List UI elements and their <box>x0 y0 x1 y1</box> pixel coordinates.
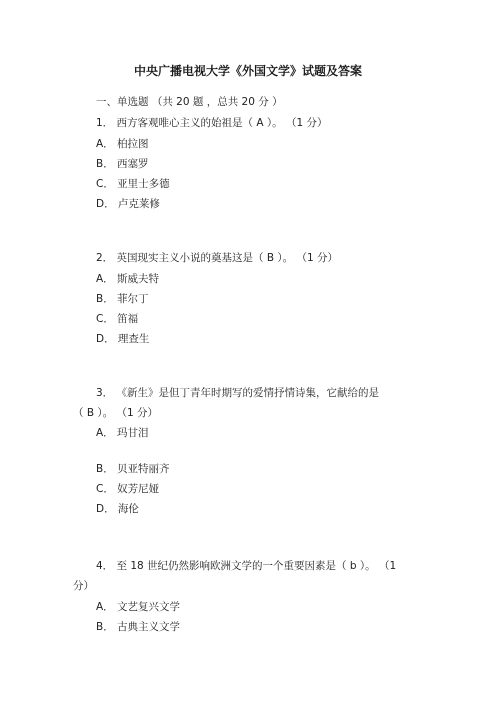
question-3-option-a: A． 玛甘泪 <box>96 427 149 439</box>
question-4-stem: 4． 至 18 世纪仍然影响欧洲文学的一个重要因素是（ b ）。 （1 <box>96 560 397 572</box>
document-title: 中央广播电视大学《外国文学》试题及答案 <box>133 64 362 78</box>
question-4-option-a: A． 文艺复兴文学 <box>96 601 181 613</box>
question-3-option-d: D． 海伦 <box>96 503 139 515</box>
question-3-option-c: C． 奴芳尼娅 <box>96 483 160 495</box>
question-1-option-a: A． 柏拉图 <box>96 138 149 150</box>
question-1-option-d: D． 卢克莱修 <box>96 198 160 210</box>
question-3-option-b: B． 贝亚特丽齐 <box>96 463 170 475</box>
question-4-stem-continued: 分） <box>73 580 94 592</box>
question-1-stem: 1． 西方客观唯心主义的始祖是（ A ）。 （1 分） <box>96 117 328 129</box>
question-2-option-a: A． 斯威夫特 <box>96 273 160 285</box>
question-2-stem: 2． 英国现实主义小说的奠基这是（ B ）。 （1 分） <box>96 252 339 264</box>
question-3-stem: 3． 《新生》是但丁青年时期写的爱情抒情诗集，它献给的是 <box>96 387 380 399</box>
question-1-option-c: C． 亚里士多德 <box>96 178 170 190</box>
question-2-option-b: B． 菲尔丁 <box>96 293 149 305</box>
question-3-stem-continued: （ B ）。 （1 分） <box>73 407 158 419</box>
question-2-option-d: D． 理查生 <box>96 333 150 345</box>
question-1-option-b: B． 西塞罗 <box>96 158 149 170</box>
section-heading: 一、单选题 （共 20 题 ，总共 20 分 ） <box>96 96 283 108</box>
question-4-option-b: B． 古典主义文学 <box>96 621 181 633</box>
question-2-option-c: C． 笛福 <box>96 313 139 325</box>
